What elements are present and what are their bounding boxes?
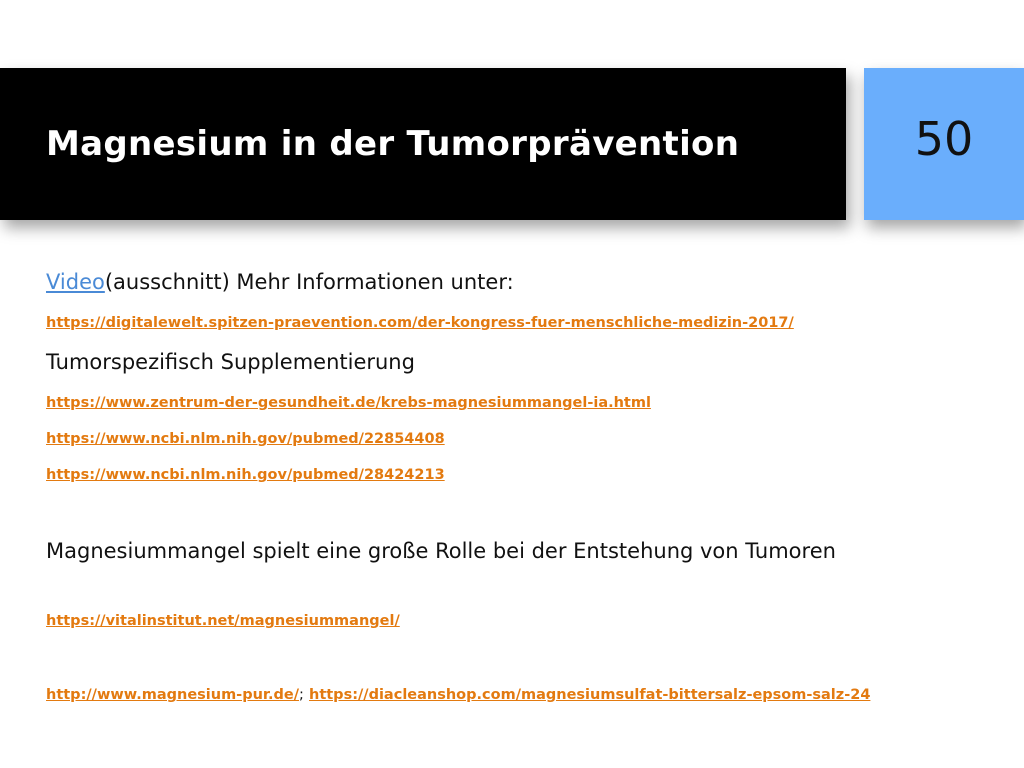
pubmed-link-line-1 bbox=[46, 428, 445, 449]
zentrum-link[interactable]: https://www.zentrum-der-gesundheit.de/krebs-magnesiummangel-ia.html bbox=[46, 395, 651, 411]
video-link[interactable]: Video bbox=[46, 270, 105, 294]
slide-title: Magnesium in der Tumorprävention bbox=[46, 124, 740, 164]
kongress-link-line bbox=[46, 312, 794, 333]
vitalinstitut-link-line bbox=[46, 610, 400, 631]
intro-text: (ausschnitt) Mehr Informationen unter: bbox=[104, 270, 514, 294]
intro-line bbox=[46, 268, 514, 296]
pubmed-link-1[interactable]: https://www.ncbi.nlm.nih.gov/pubmed/22854408 bbox=[46, 431, 445, 447]
zentrum-link-line bbox=[46, 392, 651, 413]
diacleanshop-link[interactable]: https://diacleanshop.com/magnesiumsulfat-bittersalz-epsom-salz-24 bbox=[309, 687, 871, 703]
link-separator: ; bbox=[299, 687, 304, 703]
kongress-link[interactable]: https://digitalewelt.spitzen-praevention.com/der-kongress-fuer-menschliche-medizin-2017/ bbox=[46, 315, 794, 331]
vitalinstitut-link[interactable]: https://vitalinstitut.net/magnesiummangel/ bbox=[46, 613, 400, 629]
slide-number: 50 bbox=[914, 112, 974, 166]
mangel-heading: Magnesiummangel spielt eine große Rolle bei der Entstehung von Tumoren bbox=[46, 539, 836, 563]
pubmed-link-2[interactable]: https://www.ncbi.nlm.nih.gov/pubmed/28424213 bbox=[46, 467, 445, 483]
magnesium-pur-link[interactable]: http://www.magnesium-pur.de/ bbox=[46, 687, 300, 703]
pubmed-link-line-2 bbox=[46, 464, 445, 485]
slide-number-box bbox=[864, 68, 1024, 220]
final-links-line bbox=[46, 684, 870, 705]
supplement-heading: Tumorspezifisch Supplementierung bbox=[46, 350, 415, 374]
